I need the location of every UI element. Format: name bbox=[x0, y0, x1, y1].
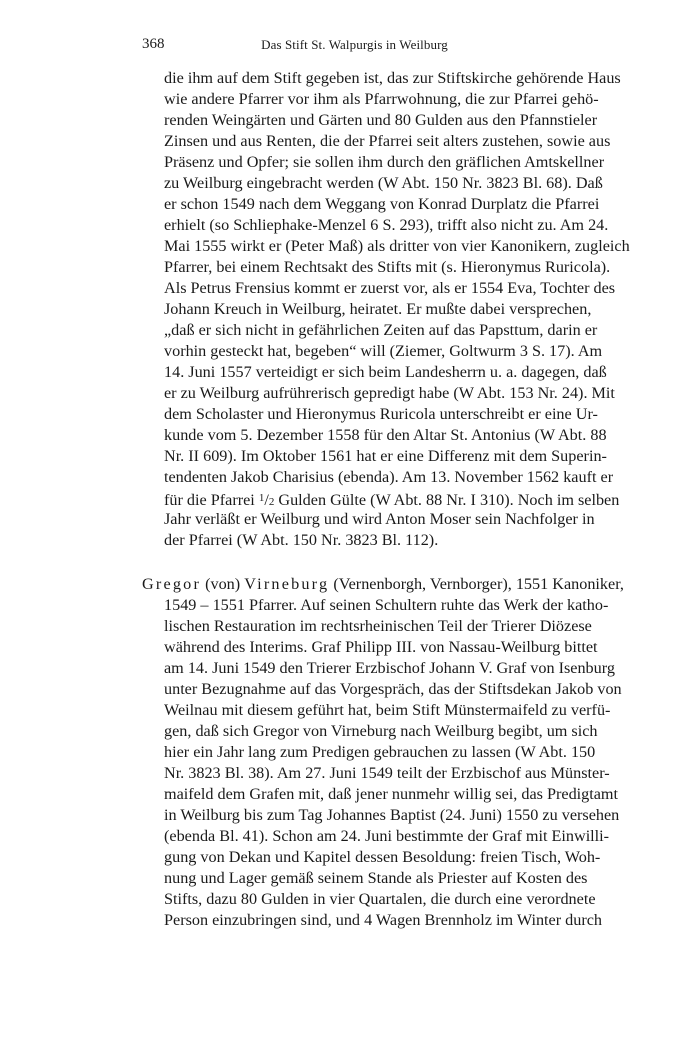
text-line: unter Bezugnahme auf das Vorgespräch, das der Stiftsdekan Jakob von bbox=[164, 680, 622, 698]
text-line: Zinsen und aus Renten, die der Pfarrei seit alters zustehen, sowie aus bbox=[164, 132, 611, 150]
text-line: der Pfarrei (W Abt. 150 Nr. 3823 Bl. 112). bbox=[164, 531, 439, 549]
text-line: Person einzubringen sind, und 4 Wagen Brennholz im Winter durch bbox=[164, 911, 603, 929]
text-line: tendenten Jakob Charisius (ebenda). Am 13. November 1562 kauft er bbox=[164, 468, 614, 486]
text-line: (ebenda Bl. 41). Schon am 24. Juni bestimmte der Graf mit Einwilli- bbox=[164, 827, 610, 845]
text-line: erhielt (so Schliephake-Menzel 6 S. 293), trifft also nicht zu. Am 24. bbox=[164, 216, 609, 234]
text-line: wie andere Pfarrer vor ihm als Pfarrwohnung, die zur Pfarrei gehö- bbox=[164, 90, 599, 108]
page-number: 368 bbox=[142, 36, 165, 52]
text-line: die ihm auf dem Stift gegeben ist, das zur Stiftskirche gehörende Haus bbox=[164, 69, 621, 87]
text-line: Johann Kreuch in Weilburg, heiratet. Er mußte dabei versprechen, bbox=[164, 300, 592, 318]
text-line: lischen Restauration im rechtsrheinischen Teil der Trierer Diözese bbox=[164, 617, 592, 635]
running-title: Das Stift St. Walpurgis in Weilburg bbox=[261, 37, 448, 52]
page-header bbox=[142, 36, 567, 58]
text-line: „daß er sich nicht in gefährlichen Zeiten auf das Papsttum, darin er bbox=[164, 321, 598, 339]
text-line: renden Weingärten und Gärten und 80 Gulden aus den Pfannstieler bbox=[164, 111, 598, 129]
text-line: gung von Dekan und Kapitel dessen Besoldung: freien Tisch, Woh- bbox=[164, 848, 601, 866]
text-line: Präsenz und Opfer; sie sollen ihm durch den gräflichen Amtskellner bbox=[164, 153, 605, 171]
text-line: Stifts, dazu 80 Gulden in vier Quartalen, die durch eine verordnete bbox=[164, 890, 596, 908]
text-line: Weilnau mit diesem geführt hat, beim Stift Münstermaifeld zu verfü- bbox=[164, 701, 611, 719]
text-line: 1549 – 1551 Pfarrer. Auf seinen Schultern ruhte das Werk der katho- bbox=[164, 596, 609, 614]
text-line: vorhin gesteckt hat, begeben“ will (Ziemer, Goltwurm 3 S. 17). Am bbox=[164, 342, 603, 360]
text-line: Nr. 3823 Bl. 38). Am 27. Juni 1549 teilt der Erzbischof aus Münster- bbox=[164, 764, 610, 782]
entry-first-line-rest: (Vernenborgh, Vernborger), 1551 Kanoniker, bbox=[329, 575, 624, 593]
text-line: am 14. Juni 1549 den Trierer Erzbischof Johann V. Graf von Isenburg bbox=[164, 659, 615, 677]
text-line: hier ein Jahr lang zum Predigen gebrauchen zu lassen (W Abt. 150 bbox=[164, 743, 596, 761]
text-line: Jahr verläßt er Weilburg und wird Anton Moser sein Nachfolger in bbox=[164, 510, 595, 528]
entry-name-first: Gregor bbox=[142, 575, 202, 593]
fraction-numerator: 1 bbox=[258, 492, 265, 504]
text-line: gen, daß sich Gregor von Virneburg nach Weilburg begibt, um sich bbox=[164, 722, 598, 740]
text-line: maifeld dem Grafen mit, daß jener nunmehr willig sei, das Predigtamt bbox=[164, 785, 619, 803]
fraction-line-after: Gulden Gülte (W Abt. 88 Nr. I 310). Noch im selben bbox=[274, 491, 620, 509]
text-line: 14. Juni 1557 verteidigt er sich beim Landesherrn u. a. dagegen, daß bbox=[164, 363, 607, 381]
text-line: Nr. II 609). Im Oktober 1561 hat er eine Differenz mit dem Superin- bbox=[164, 447, 607, 465]
text-line: er schon 1549 nach dem Weggang von Konrad Durplatz die Pfarrei bbox=[164, 195, 600, 213]
text-line-fraction: für die Pfarrei $^1$/2 Gulden Gülte (W Abt. 88 Nr. I 310). Noch im selben bbox=[164, 491, 620, 509]
entry-first-line bbox=[142, 574, 624, 594]
text-line: dem Scholaster und Hieronymus Ruricola unterschreibt er eine Ur- bbox=[164, 405, 598, 423]
text-line: während des Interims. Graf Philipp III. von Nassau-Weilburg bittet bbox=[164, 638, 598, 656]
text-line: Als Petrus Frensius kommt er zuerst vor, als er 1554 Eva, Tochter des bbox=[164, 279, 616, 297]
fraction-line-before: für die Pfarrei bbox=[164, 491, 259, 509]
text-line: nung und Lager gemäß seinem Stande als Priester auf Kosten des bbox=[164, 869, 588, 887]
entry-name-mid: (von) bbox=[201, 575, 245, 593]
text-line: Pfarrer, bei einem Rechtsakt des Stifts mit (s. Hieronymus Ruricola). bbox=[164, 258, 611, 276]
text-line: in Weilburg bis zum Tag Johannes Baptist (24. Juni) 1550 zu versehen bbox=[164, 806, 620, 824]
text-line: Mai 1555 wirkt er (Peter Maß) als dritter von vier Kanonikern, zugleich bbox=[164, 237, 630, 255]
text-line: kunde vom 5. Dezember 1558 für den Altar St. Antonius (W Abt. 88 bbox=[164, 426, 607, 444]
entry-name-last: Virneburg bbox=[244, 575, 330, 593]
fraction-denominator: 2 bbox=[268, 496, 275, 508]
text-line: er zu Weilburg aufrührerisch gepredigt habe (W Abt. 153 Nr. 24). Mit bbox=[164, 384, 615, 402]
text-line: zu Weilburg eingebracht werden (W Abt. 150 Nr. 3823 Bl. 68). Daß bbox=[164, 174, 603, 192]
